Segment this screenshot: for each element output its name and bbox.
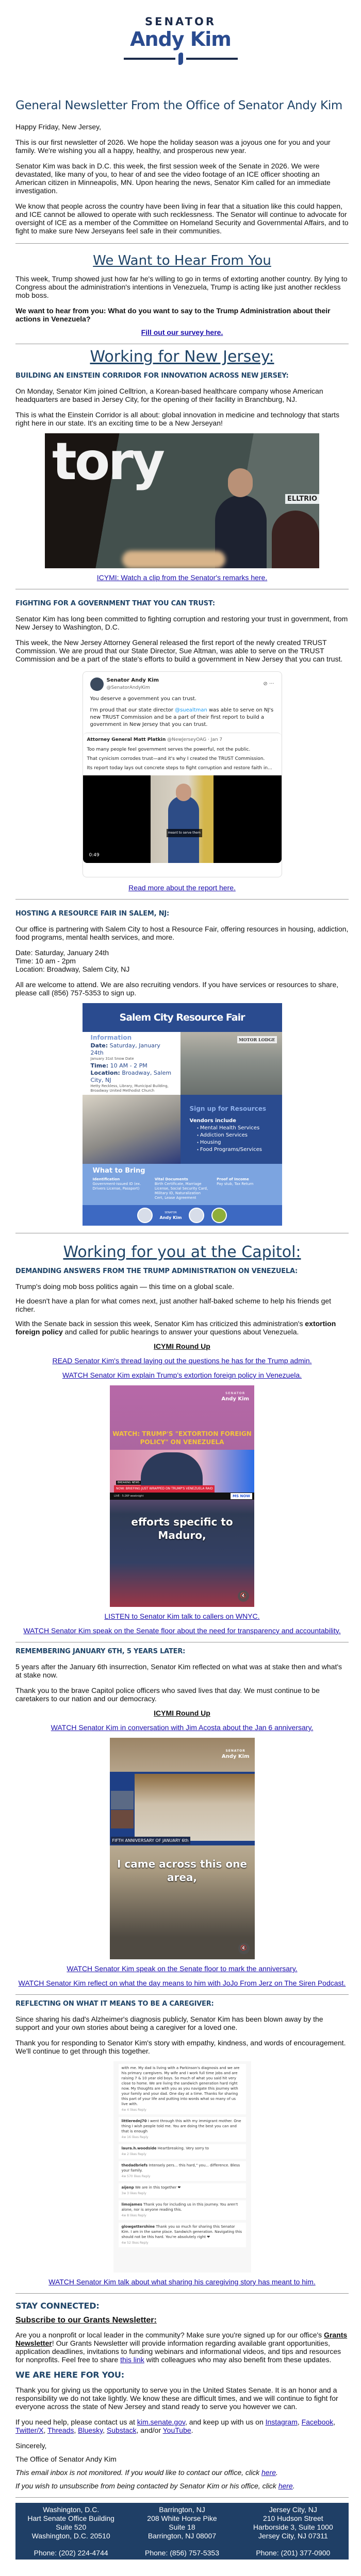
survey-link[interactable]: Fill out our survey here. [141, 328, 223, 336]
flyer-time: Time: 10 AM - 2 PM [90, 1062, 147, 1069]
icymi-roundup-heading: ICYMI Round Up [154, 1709, 210, 1717]
jan6-video[interactable] [110, 1738, 255, 1959]
office-barrington: Barrington, NJ 208 White Horse Pike Suite 18 Barrington, NJ 08007 Phone: (856) 757-5353 [126, 2505, 237, 2557]
flyer-fair-photo [83, 1095, 180, 1164]
comment-user: laura.h.woodside [121, 2146, 157, 2150]
remarks-clip-link[interactable]: ICYMI: Watch a clip from the Senator's remarks here. [96, 573, 268, 582]
bring-column: Proof of Income Pay stub, Tax Return [217, 1177, 254, 1186]
comment-meta: 4w 52 likes Reply [121, 2241, 149, 2245]
video-duration: 0:49 [89, 853, 100, 858]
wnyc-link[interactable]: LISTEN to Senator Kim talk to callers on WNYC. [104, 1612, 260, 1620]
flyer-date: Date: Saturday, January 24th [90, 1042, 160, 1056]
flyer-snow-date: January 31st Snow Date [90, 1057, 134, 1061]
comment-text: Heartbreaking. Very sorry to [157, 2146, 209, 2150]
event-date: Date: Saturday, January 24th [15, 948, 109, 957]
mute-icon[interactable]: 🔇 [238, 1590, 249, 1602]
divider [15, 1994, 349, 1995]
mention-link[interactable]: @suealtman [175, 707, 207, 713]
comment [119, 2161, 246, 2181]
venezuela-paragraph: Trump's doing mob boss politics again — this time on a global scale. [15, 1282, 234, 1291]
subhead-trust: FIGHTING FOR A GOVERNMENT THAT YOU CAN TRUST: [15, 600, 215, 607]
facebook-link[interactable]: Facebook [301, 2418, 334, 2426]
event-time: Time: 10 am - 2pm [15, 957, 76, 965]
newsletter-title: General Newsletter From the Office of Senator Andy Kim [15, 99, 343, 112]
comment-text: We are in this together ❤ [135, 2185, 181, 2190]
comment-meta: 4w 16 likes Reply [121, 2136, 149, 2139]
quoted-tweet [83, 733, 282, 863]
logo-name: Andy Kim [130, 28, 231, 50]
comment [119, 2064, 246, 2114]
event-location: Location: Broadway, Salem City, NJ [15, 965, 130, 973]
venezuela-video[interactable] [110, 1385, 254, 1607]
section-heading-hear: We Want to Hear From You [93, 253, 271, 268]
quote-meta: @NewJerseyOAG · Jan 7 [167, 737, 223, 742]
comment [119, 2144, 246, 2159]
comment-text: Thank you so much for sharing this Senator Kim. I am in the same place. Sandwich generation. Navigating this should not be this hard. You're absolutely right ❤ [121, 2225, 242, 2239]
trust-paragraph: Senator Kim has long been committed to fighting corruption and restoring your trust in government, from New Jersey to Washington, D.C. [15, 615, 348, 631]
einstein-paragraph: This is what the Einstein Corridor is all about: global innovation in medicine and technology that starts right here in our state. It's an exciting time to be a New Jerseyan! [15, 411, 340, 427]
comment-text: with me. My dad is living with a Parkinson's diagnosis and we are his primary caregivers. My wife and I work full time jobs and are raising 7 & 10 year old boys. So much of what you said hit very close to home. We are living the sandwich generation hard right now. My thoughts are with you as you navigate this journey with your family and your dad. One day at a time. Thanks for sharing this part of your life and putting into words what so many of us live with. [121, 2066, 240, 2106]
video-brand: SENATOR Andy Kim [221, 1749, 250, 1759]
office-phone: Phone: (202) 224-4744 [34, 2549, 108, 2557]
flyer-vendors-label: Vendors include [189, 1118, 236, 1124]
event-details [15, 948, 349, 973]
website-link[interactable]: kim.senate.gov [137, 2418, 185, 2426]
office-jersey-city: Jersey City, NJ 210 Hudson Street Harborside 3, Suite 1000 Jersey City, NJ 07311 Phone: (201) 377-0900 [238, 2505, 349, 2557]
caregiver-paragraph: Since sharing his dad's Alzheimer's diagnosis publicly, Senator Kim has been blown away by the support and your own stories about being a caregiver for a loved one. [15, 2015, 323, 2031]
intro-paragraph: We know that people across the country have been living in fear that a situation like this could happen, and ICE cannot be allowed to operate with such recklessness. The Senator will continue to advocate for oversight of ICE as a member of the Committee on Homeland Security and Governmental Affairs, and to fight to make sure New Jerseyans feel safe in their communities. [15, 202, 349, 235]
twitter-link[interactable]: Twitter/X [15, 2426, 44, 2434]
avatar [90, 677, 104, 691]
divider [15, 243, 349, 244]
new-jersey-icon [178, 53, 183, 65]
comment [119, 2117, 246, 2142]
here-paragraph: Thank you for giving us the opportunity to serve you in the United States Senate. It is an honor and a responsibility we do not take lightly. We know these are difficult times, and we will continue to fight for everyone across the state of New Jersey and stand ready to serve you however we can. [15, 2386, 338, 2411]
office-phone: Phone: (201) 377-0900 [256, 2549, 331, 2557]
subhead-here-for-you: WE ARE HERE FOR YOU: [15, 2370, 124, 2380]
sign-off: Sincerely, [15, 2442, 47, 2450]
bluesky-link[interactable]: Bluesky [78, 2426, 103, 2434]
divider [15, 2293, 349, 2294]
substack-link[interactable]: Substack [106, 2426, 137, 2434]
photo-brand-text: ELLTRIO [285, 494, 319, 504]
news-ticker: NOW: BRIEFING JUST WRAPPED ON TRUMP'S VENEZUELA RAID [114, 1485, 215, 1493]
einstein-paragraph: On Monday, Senator Kim joined Celltrion, a Korean-based healthcare company whose American headquarters are based in Jersey City, for the opening of their facility in Branchburg, NJ. [15, 387, 323, 403]
contact-paragraph: If you need help, please contact us at kim.senate.gov, and keep up with us on Instagram, Facebook, Twitter/X, Threads, Bluesky, Substack, and/or YouTube. [15, 2418, 336, 2434]
subhead-salem: HOSTING A RESOURCE FAIR IN SALEM, NJ: [15, 910, 170, 918]
bring-column: Identification Government-issued ID (ex. Drivers License, Passport) [92, 1177, 141, 1191]
grants-share-link[interactable]: this link [120, 2355, 144, 2364]
venezuela-paragraph: With the Senate back in session this week, Senator Kim has criticized this administration's extortion foreign policy and called for public hearings to answer your questions about Venezuela. [15, 1319, 336, 1336]
grants-paragraph: Are you a nonprofit or local leader in the community? Make sure you're signed up for our office's Grants Newsletter! Our Grants Newsletter will provide information regarding available grant opportunities, application deadlines, invitations to funding webinars and informational videos, and tips and resources for nonprofits. Feel free to share this link with colleagues who may also benefit from these updates. [15, 2331, 348, 2364]
salem-paragraph: Our office is partnering with Salem City to host a Resource Fair, offering resources in housing, addiction, food programs, mental health services, and more. [15, 925, 349, 941]
subhead-caregiver: REFLECTING ON WHAT IT MEANS TO BE A CAREGIVER: [15, 2000, 214, 2008]
divider [15, 899, 349, 900]
tweet-author: Senator Andy Kim [106, 677, 159, 683]
acosta-link[interactable]: WATCH Senator Kim in conversation with Jim Acosta about the Jan 6 anniversary. [51, 1723, 314, 1732]
comment-meta: 4w 8 likes Reply [121, 2214, 146, 2217]
quote-author: Attorney General Matt Platkin [87, 737, 166, 742]
senate-floor-link[interactable]: WATCH Senator Kim speak on the Senate floor about the need for transparency and accountability. [23, 1626, 341, 1635]
service-item: • Mental Health Services [197, 1125, 273, 1132]
resource-fair-flyer [83, 1003, 282, 1226]
comment-text: Intensely pers... this hard," you... difference. Bless your family. [121, 2163, 240, 2173]
quote-text: Too many people feel government serves the powerful, not the public. [87, 747, 251, 752]
celltrion-event-photo [45, 433, 319, 568]
section-heading-nj: Working for New Jersey: [90, 348, 274, 366]
unsubscribe-link[interactable]: here [278, 2482, 293, 2490]
quote-text: Its report today lays out concrete steps to fight corruption and restore faith in... [87, 766, 272, 771]
flyer-title: Salem City Resource Fair [83, 1003, 282, 1032]
divider [15, 2497, 349, 2498]
section-heading-capitol: Working for you at the Capitol: [63, 1243, 301, 1261]
salem-county-logo [211, 1208, 227, 1223]
intro-paragraph: This is our first newsletter of 2026. We hope the holiday season was a joyous one for you and your family. We're wishing you all a happy, healthy, and prosperous new year. [15, 138, 331, 155]
tweet-handle: @SenatorAndyKim [106, 685, 150, 690]
comment-meta: 4w 570 likes Reply [121, 2175, 151, 2178]
comment-meta: 3w 3 likes Reply [121, 2192, 146, 2195]
tweet-text: You deserve a government you can trust. [90, 696, 196, 702]
video-lower-third: FIFTH ANNIVERSARY OF JANUARY 6th [111, 1837, 190, 1844]
subhead-stay-connected: STAY CONNECTED: [15, 2301, 100, 2311]
photo-backdrop-text: tory [52, 433, 163, 492]
office-addresses-footer [15, 2503, 349, 2560]
comment-meta: 4w 2 likes Reply [121, 2153, 146, 2156]
service-item: • Food Programs/Services [197, 1146, 273, 1154]
breaking-news-label: BREAKING NEWS [116, 1481, 141, 1485]
venezuela-paragraph: He doesn't have a plan for what comes next, just another half-baked scheme to help his friends get richer. [15, 1297, 332, 1313]
signature: The Office of Senator Andy Kim [15, 2455, 117, 2463]
inbox-notice: This email inbox is not monitored. If you would like to contact our office, click here. [15, 2468, 278, 2477]
subhead-jan6: REMEMBERING JANUARY 6TH, 5 YEARS LATER: [15, 1648, 186, 1655]
intro-paragraph: Senator Kim was back in D.C. this week, the first session week of the Senate in 2026. We were devastated, like many of you, to hear of and see the video footage of an ICE officer shooting an American citizen in Minneapolis, MN. Upon hearing the news, Senator Kim called for an immediate investigation. [15, 162, 331, 195]
embedded-tweet [83, 671, 282, 877]
comment-user: aijenp [121, 2185, 134, 2190]
subhead-einstein: BUILDING AN EINSTEIN CORRIDOR FOR INNOVATION ACROSS NEW JERSEY: [15, 372, 289, 380]
salem-paragraph: All are welcome to attend. We are also recruiting vendors. If you have services or resources to share, please call (856) 757-5353 to sign up. [15, 980, 339, 997]
comment-text: Thank you for including us in this journey. You aren't alone, nor is anyone reading this. [121, 2202, 238, 2212]
flyer-signup-heading: Sign up for Resources [189, 1105, 267, 1112]
flyer-location: Location: Broadway, Salem City, NJ [90, 1070, 172, 1083]
caregiving-story-link[interactable]: WATCH Senator Kim talk about what sharing his caregiving story has meant to him. [48, 2278, 316, 2286]
seal-logo [137, 1208, 153, 1223]
video-caption: efforts specific to Maduro, [131, 1516, 233, 1541]
flyer-venues: Hetty Reckless, Library, Municipal Building, Broadway United Methodist Church [90, 1084, 169, 1093]
instagram-link[interactable]: Instagram [265, 2418, 298, 2426]
senator-logo [0, 0, 361, 98]
network-logo: MS NOW [231, 1493, 252, 1499]
trust-paragraph: This week, the New Jersey Attorney General released the first report of the newly created TRUST Commission. We are proud that our State Director, Sue Altman, was able to serve on the TRUST Commission and be a part of the state's efforts to build a government in New Jersey that you can trust. [15, 638, 343, 663]
flyer-services-list [190, 1125, 273, 1154]
comment-user: littlerednj70 [121, 2119, 147, 2123]
caregiver-paragraph: Thank you for responding to Senator Kim's story with empathy, kindness, and words of encouragement. We'll continue to get through this together. [15, 2039, 346, 2055]
flyer-bring-heading: What to Bring [92, 1167, 145, 1175]
comment-user: limojames [121, 2202, 142, 2207]
anniversary-floor-link[interactable]: WATCH Senator Kim speak on the Senate floor to mark the anniversary. [67, 1964, 298, 1973]
flyer-partner-logos [83, 1205, 282, 1226]
video-caption: I came across this one area, [117, 1858, 247, 1884]
threads-link[interactable]: Threads [47, 2426, 74, 2434]
more-icon: ⊘ ··· [263, 681, 274, 687]
siren-podcast-link[interactable]: WATCH Senator Kim reflect on what the day means to him with JoJo From Jerz on The Siren Podcast. [18, 1979, 346, 1987]
comment [119, 2223, 246, 2247]
contact-here-link[interactable]: here [261, 2468, 276, 2477]
flyer-street-photo [180, 1032, 282, 1095]
service-item: • Housing [197, 1139, 273, 1146]
comment-user: thedadbriefs [121, 2163, 148, 2167]
subhead-venezuela: DEMANDING ANSWERS FROM THE TRUMP ADMINISTRATION ON VENEZUELA: [15, 1267, 298, 1275]
youtube-link[interactable]: YouTube [162, 2426, 191, 2434]
logo-senator: SENATOR [144, 15, 216, 28]
motel-sign: MOTOR LODGE [237, 1036, 277, 1043]
comment [119, 2200, 246, 2220]
senator-logo-small: SENATOR Andy Kim [159, 1211, 182, 1220]
live-bar: LIVE · 5:26P weeknight [110, 1493, 254, 1500]
comment-meta: 4w 4 likes Reply [121, 2108, 146, 2112]
bring-column: Vital Documents Birth Certificate, Marriage License, Social Security Card, Military ID, Naturalization Cert, Lease Agreement [154, 1177, 208, 1200]
logo-nj-divider [0, 53, 361, 65]
instagram-comments-collage [113, 2061, 251, 2273]
thread-link[interactable]: READ Senator Kim's thread laying out the questions he has for the Trump admin. [52, 1357, 312, 1365]
comment-user: glowgettershine [121, 2225, 155, 2229]
office-dc: Washington, D.C. Hart Senate Office Building Suite 520 Washington, D.C. 20510 Phone: (202) 224-4744 [15, 2505, 126, 2557]
hear-question: We want to hear from you: What do you want to say to the Trump Administration about their actions in Venezuela? [15, 307, 331, 323]
hear-paragraph: This week, Trump showed just how far he's willing to go in terms of extorting another country. By lying to Congress about the administration's intentions in Venezuela, Trump is acting like just another reckless mob boss. [15, 275, 348, 299]
jan6-paragraph: Thank you to the brave Capitol police officers who saved lives that day. We must continue to be caretakers to our nation and our democracy. [15, 1686, 320, 1703]
flyer-info-heading: Information [90, 1034, 132, 1041]
report-link[interactable]: Read more about the report here. [128, 884, 236, 892]
extortion-video-link[interactable]: WATCH Senator Kim explain Trump's extortion foreign policy in Venezuela. [62, 1371, 302, 1379]
quote-text: That cynicism corrodes trust—and it's why I created the TRUST Commission. [87, 756, 265, 761]
tweet-text: I'm proud that our state director @suealtman was able to serve on NJ's new TRUST Commission and be a part of their first report to build a government in New Jersey that you can trust. [90, 707, 274, 727]
icymi-roundup-heading: ICYMI Round Up [154, 1342, 210, 1350]
unsubscribe-notice: If you wish to unsubscribe from being contacted by Senator Kim or his office, click here. [15, 2482, 295, 2490]
video-brand: SENATOR Andy Kim [221, 1392, 249, 1402]
comment-text: I went through this with my immigrant mother. One thing I wish people told me. You are doing the best you can and that is enough [121, 2119, 241, 2133]
comment [119, 2183, 246, 2198]
video-caption: meant to serve them [167, 829, 202, 837]
tweet-video[interactable] [83, 775, 282, 863]
grants-heading: Subscribe to our Grants Newsletter: [15, 2316, 157, 2325]
office-phone: Phone: (856) 757-5353 [144, 2549, 219, 2557]
nj-seal-logo [189, 1208, 204, 1223]
video-title: WATCH: TRUMP'S "EXTORTION FOREIGN POLICY" ON VENEZUELA [112, 1430, 252, 1446]
mute-icon[interactable]: 🔇 [238, 1943, 250, 1954]
greeting: Happy Friday, New Jersey, [15, 123, 101, 131]
jan6-paragraph: 5 years after the January 6th insurrection, Senator Kim reflected on what was at stake then and what's at stake now. [15, 1663, 342, 1679]
service-item: • Addiction Services [197, 1132, 273, 1139]
